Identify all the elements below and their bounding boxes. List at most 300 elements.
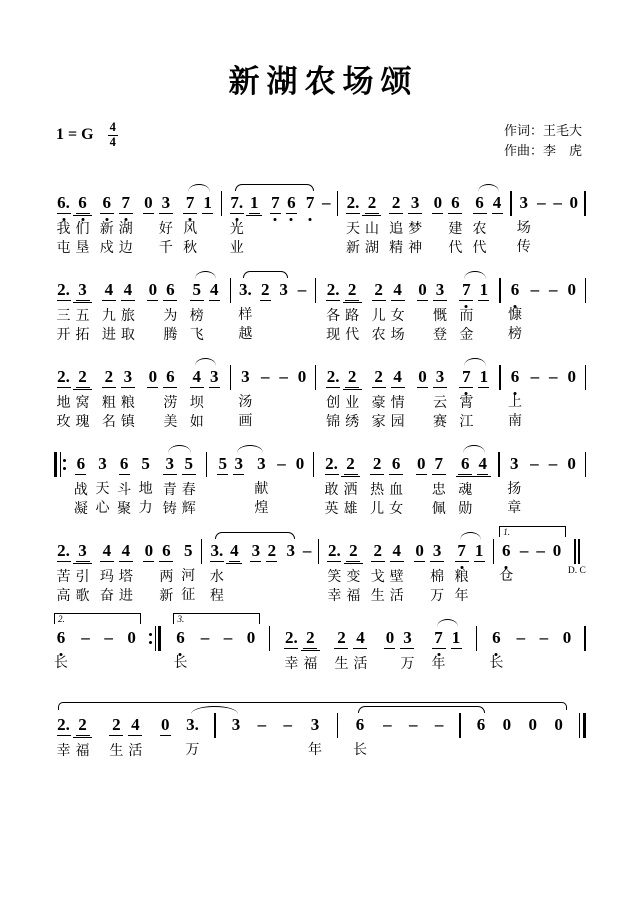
lyric-syllable: 福 bbox=[303, 657, 318, 672]
barline bbox=[315, 365, 316, 390]
lyric-syllable: 幸 bbox=[327, 589, 342, 604]
note bbox=[160, 454, 179, 519]
note-digit: 1 bbox=[479, 280, 489, 299]
lyric-syllable: 春 bbox=[181, 483, 196, 498]
lyric-syllable: 壁 bbox=[389, 570, 404, 585]
lyric-syllable: 为 bbox=[163, 309, 178, 324]
lyric-syllable: 山 bbox=[364, 222, 379, 237]
lyric-syllable: 创 bbox=[326, 396, 341, 411]
note bbox=[227, 193, 246, 258]
beamed-group bbox=[215, 454, 247, 519]
lyric-syllable: 粮 bbox=[120, 396, 135, 411]
lyric-syllable: 边 bbox=[118, 241, 133, 256]
lyric-syllable: 献 bbox=[254, 482, 269, 497]
note bbox=[260, 280, 271, 345]
lyric-syllable: 血 bbox=[389, 483, 404, 498]
note-digit: 3 bbox=[433, 280, 447, 301]
beamed-group bbox=[54, 541, 92, 606]
lyric-syllable: 窝 bbox=[75, 396, 90, 411]
note-digit: 3 bbox=[310, 715, 320, 734]
lyric-syllable: 万 bbox=[185, 743, 200, 758]
beamed-group bbox=[145, 280, 180, 345]
note-digit: 6 bbox=[287, 193, 296, 212]
beamed-group bbox=[325, 541, 363, 606]
note-digit: 3. bbox=[186, 715, 199, 734]
note bbox=[343, 280, 362, 345]
note-digit: 0 bbox=[297, 367, 307, 386]
note bbox=[414, 280, 430, 345]
lyric-syllable: 长 bbox=[54, 656, 68, 671]
note-digit: 2. bbox=[285, 628, 298, 647]
note bbox=[73, 193, 92, 258]
barline bbox=[214, 713, 215, 738]
lyric-syllable: 样 bbox=[238, 308, 253, 323]
lyric-syllable: 福 bbox=[75, 744, 90, 759]
beamed-group bbox=[141, 541, 176, 606]
note-digit: 5 bbox=[141, 454, 150, 473]
lyric-syllable: 活 bbox=[389, 589, 404, 604]
note-digit: 0 bbox=[148, 367, 158, 386]
note bbox=[308, 715, 322, 779]
lyric-syllable: 扬 bbox=[507, 482, 522, 497]
lyric-syllable: 家 bbox=[371, 415, 386, 430]
note-digit: 2 bbox=[372, 280, 386, 301]
note bbox=[73, 715, 92, 780]
note-digit: 0 bbox=[562, 628, 572, 647]
note-digit: 3 bbox=[433, 367, 447, 388]
lyric-syllable: 女 bbox=[390, 309, 405, 324]
beamed-group bbox=[160, 454, 198, 519]
lyric-syllable: 生 bbox=[370, 589, 385, 604]
barline bbox=[230, 365, 231, 390]
duration-dash: – bbox=[279, 367, 288, 386]
note-digit: 2 bbox=[76, 367, 90, 388]
note bbox=[118, 280, 137, 345]
note-digit: 7 bbox=[459, 280, 473, 301]
music-line bbox=[54, 699, 586, 780]
lyric-syllable: 湖 bbox=[364, 241, 379, 256]
note bbox=[156, 193, 175, 258]
music-line bbox=[54, 438, 586, 519]
volta-bracket: 3. bbox=[173, 613, 260, 624]
lyric-syllable: 画 bbox=[238, 414, 253, 429]
note bbox=[74, 454, 88, 519]
lyric-syllable: 而 bbox=[459, 309, 474, 324]
music-line bbox=[54, 177, 586, 258]
note-digit: 0 bbox=[385, 628, 395, 647]
note-digit: 6 bbox=[492, 628, 501, 647]
note-digit: 4 bbox=[128, 715, 142, 736]
note bbox=[499, 541, 513, 605]
lyric-syllable: 新 bbox=[99, 222, 114, 237]
note-digit: 3 bbox=[279, 280, 288, 299]
beamed-group bbox=[429, 628, 464, 693]
note-digit: 1 bbox=[203, 193, 212, 212]
note-digit: 7 bbox=[271, 193, 280, 212]
note-digit: 6 bbox=[163, 367, 177, 388]
note bbox=[116, 541, 135, 606]
lyric-syllable: 年 bbox=[431, 657, 446, 672]
beamed-group bbox=[54, 715, 92, 780]
note-digit: 6 bbox=[119, 454, 129, 473]
lyric-syllable: 现 bbox=[326, 328, 341, 343]
lyric-syllable: 两 bbox=[159, 570, 174, 585]
lyric-syllable: 新 bbox=[345, 241, 360, 256]
note-digit: 3 bbox=[257, 454, 266, 473]
lyric-syllable: 铸 bbox=[162, 502, 177, 517]
note bbox=[324, 367, 343, 432]
note bbox=[140, 193, 156, 258]
note-digit: 6 bbox=[510, 367, 520, 386]
note-digit: 3 bbox=[286, 541, 295, 560]
lyric-syllable: 拓 bbox=[75, 328, 90, 343]
lyric-syllable: 长 bbox=[489, 656, 504, 671]
note-digit: 1 bbox=[474, 541, 484, 560]
lyric-syllable: 戈 bbox=[370, 570, 385, 585]
duration-dash: – bbox=[530, 454, 539, 473]
lyric-syllable: 江 bbox=[459, 415, 474, 430]
note-digit: 2 bbox=[371, 541, 385, 562]
note-digit: 2 bbox=[109, 715, 123, 736]
note bbox=[161, 280, 180, 345]
note bbox=[341, 454, 360, 519]
lyric-syllable: 活 bbox=[128, 744, 143, 759]
credits bbox=[504, 121, 582, 161]
beamed-group bbox=[54, 367, 92, 432]
note bbox=[566, 454, 577, 518]
lyric-syllable: 歌 bbox=[75, 589, 90, 604]
lyric-syllable: 高 bbox=[56, 589, 71, 604]
note-digit: 2 bbox=[334, 628, 348, 649]
lyric-syllable: 上 bbox=[507, 395, 522, 410]
note bbox=[406, 193, 425, 258]
note-digit: 3 bbox=[209, 367, 219, 386]
note-digit: 7 bbox=[119, 193, 133, 214]
note bbox=[145, 367, 161, 432]
note-digit: 0 bbox=[502, 715, 512, 734]
lyric-syllable: 章 bbox=[507, 501, 522, 516]
note-digit: 2 bbox=[365, 193, 379, 214]
barline bbox=[499, 365, 500, 390]
note-digit: 7 bbox=[432, 454, 446, 475]
note-digit: 7. bbox=[230, 193, 244, 212]
note bbox=[246, 193, 262, 258]
duration-dash: – bbox=[553, 193, 562, 212]
note bbox=[264, 541, 280, 606]
note bbox=[527, 715, 538, 779]
lyric-syllable: 农 bbox=[371, 328, 386, 343]
lyric-syllable: 长 bbox=[353, 743, 368, 758]
lyric-syllable: 慷 bbox=[507, 308, 522, 323]
note bbox=[187, 367, 206, 432]
note bbox=[501, 715, 512, 779]
duration-dash: – bbox=[383, 715, 392, 734]
note bbox=[456, 454, 475, 519]
note bbox=[566, 367, 577, 431]
beamed-group bbox=[99, 280, 137, 345]
note-digit: 5 bbox=[190, 280, 204, 301]
note-digit: 2 bbox=[344, 454, 358, 475]
lyric-syllable: 园 bbox=[390, 415, 405, 430]
duration-dash: – bbox=[223, 628, 233, 647]
note-digit: 7 bbox=[459, 367, 473, 388]
lyric-syllable: 场 bbox=[390, 328, 405, 343]
note-digit: 6 bbox=[501, 541, 511, 560]
lyric-syllable: 坝 bbox=[189, 396, 204, 411]
lyric-syllable: 业 bbox=[345, 396, 360, 411]
lyric-syllable: 笑 bbox=[327, 570, 342, 585]
lyric-syllable: 青 bbox=[162, 483, 177, 498]
key-label: 1 = G bbox=[56, 126, 94, 144]
lyric-syllable: 年 bbox=[308, 743, 323, 758]
note bbox=[99, 280, 118, 345]
barline bbox=[206, 452, 207, 477]
note bbox=[181, 193, 200, 258]
lyric-syllable: 棉 bbox=[430, 570, 445, 585]
lyric-syllable: 垦 bbox=[75, 241, 90, 256]
note bbox=[388, 367, 407, 432]
barline bbox=[510, 191, 511, 216]
note bbox=[107, 715, 126, 780]
lyric-syllable: 苦 bbox=[56, 570, 71, 585]
note-digit: 3 bbox=[519, 193, 528, 212]
note bbox=[139, 454, 153, 518]
note-digit: 4 bbox=[230, 541, 239, 560]
barline bbox=[230, 278, 231, 303]
note-digit: 3 bbox=[400, 628, 414, 649]
note bbox=[95, 454, 109, 518]
lyric-syllable: 生 bbox=[109, 744, 124, 759]
note-digit: 0 bbox=[144, 193, 153, 212]
note-digit: 5 bbox=[182, 454, 196, 475]
double-barline bbox=[568, 539, 586, 577]
note bbox=[118, 367, 137, 432]
lyric-syllable: 慨 bbox=[432, 309, 447, 324]
note-digit: 6 bbox=[76, 193, 90, 214]
beamed-group bbox=[457, 367, 492, 432]
lyric-syllable: 榜 bbox=[507, 327, 522, 342]
duration-dash: – bbox=[519, 541, 529, 560]
beamed-group bbox=[99, 367, 137, 432]
meter-numerator: 4 bbox=[109, 120, 116, 134]
note bbox=[254, 454, 268, 518]
note bbox=[430, 280, 449, 345]
note-digit: 2. bbox=[57, 541, 70, 560]
note bbox=[324, 280, 343, 345]
beamed-group bbox=[181, 193, 216, 258]
note-digit: 0 bbox=[554, 715, 563, 734]
lyric-syllable: 代 bbox=[345, 328, 360, 343]
note-digit: 3 bbox=[163, 454, 177, 475]
beamed-group bbox=[457, 280, 492, 345]
lyric-syllable: 霄 bbox=[459, 396, 474, 411]
lyric-syllable: 农 bbox=[472, 222, 487, 237]
note-digit: 2 bbox=[389, 193, 403, 214]
barline bbox=[585, 452, 586, 477]
note bbox=[295, 454, 306, 518]
beamed-group bbox=[322, 454, 360, 519]
beamed-group bbox=[413, 454, 448, 519]
note-digit: 3. bbox=[238, 280, 252, 299]
lyric-syllable: 路 bbox=[345, 309, 360, 324]
lyric-syllable: 代 bbox=[448, 241, 463, 256]
note-digit: 2 bbox=[303, 628, 317, 649]
lyric-syllable: 战 bbox=[73, 483, 88, 498]
note bbox=[54, 541, 73, 606]
note-digit: 3 bbox=[251, 541, 261, 560]
note-digit: 0 bbox=[127, 628, 136, 647]
dc-mark: D. C bbox=[567, 566, 586, 576]
lyric-syllable: 辉 bbox=[181, 502, 196, 517]
note bbox=[126, 715, 145, 780]
note-digit: 3 bbox=[76, 541, 90, 562]
beamed-group bbox=[145, 367, 180, 432]
credit-composer: 作曲：李 虎 bbox=[503, 143, 582, 158]
duration-dash: – bbox=[81, 628, 90, 647]
lyric-syllable: 锦 bbox=[326, 415, 341, 430]
beamed-group bbox=[267, 193, 299, 258]
lyric-syllable: 情 bbox=[390, 396, 405, 411]
time-signature bbox=[108, 121, 118, 150]
note-digit: 2. bbox=[326, 280, 340, 299]
lyric-syllable: 水 bbox=[209, 570, 224, 585]
note-digit: 4 bbox=[102, 280, 116, 301]
lyric-syllable: 腾 bbox=[163, 328, 178, 343]
lyric-syllable: 屯 bbox=[56, 241, 71, 256]
note bbox=[413, 454, 429, 519]
volta-bracket: 2. bbox=[54, 613, 141, 624]
barline bbox=[459, 713, 460, 738]
note bbox=[551, 541, 562, 605]
note bbox=[117, 454, 131, 519]
beamed-group bbox=[368, 541, 406, 606]
note bbox=[344, 541, 363, 606]
lyric-syllable: 金 bbox=[459, 328, 474, 343]
note-digit: 2 bbox=[370, 454, 384, 475]
note bbox=[457, 280, 476, 345]
lyric-syllable: 越 bbox=[238, 327, 253, 342]
note-digit: 3 bbox=[98, 454, 107, 473]
score bbox=[54, 177, 586, 780]
note bbox=[161, 367, 180, 432]
lyric-syllable: 地 bbox=[138, 482, 153, 497]
note-digit: 0 bbox=[148, 280, 158, 299]
note-digit: 6 bbox=[476, 715, 486, 734]
note bbox=[248, 541, 264, 606]
duration-dash: – bbox=[104, 628, 113, 647]
note bbox=[430, 367, 449, 432]
note bbox=[343, 367, 362, 432]
note-digit: 6 bbox=[510, 280, 520, 299]
beamed-group bbox=[369, 367, 407, 432]
final-barline bbox=[579, 713, 586, 738]
note-digit: 0 bbox=[567, 280, 576, 299]
lyric-syllable: 生 bbox=[334, 657, 349, 672]
note bbox=[398, 628, 417, 693]
lyric-syllable: 魂 bbox=[458, 483, 473, 498]
note bbox=[343, 193, 362, 258]
note bbox=[568, 193, 579, 257]
lyric-syllable: 三 bbox=[56, 309, 71, 324]
lyric-syllable: 精 bbox=[389, 241, 404, 256]
note bbox=[332, 628, 351, 693]
note bbox=[369, 367, 388, 432]
lyric-syllable: 秋 bbox=[183, 241, 198, 256]
music-line bbox=[54, 525, 586, 606]
repeat-end-barline bbox=[149, 626, 161, 651]
volta-bracket: 1. bbox=[499, 526, 566, 537]
note-digit: 2 bbox=[102, 367, 116, 388]
note-digit: 3 bbox=[121, 367, 135, 388]
note bbox=[351, 628, 370, 693]
beamed-group bbox=[187, 367, 222, 432]
note-digit: 4 bbox=[478, 454, 488, 473]
note bbox=[215, 454, 231, 519]
lyric-syllable: 梦 bbox=[408, 222, 423, 237]
note-digit: 3 bbox=[159, 193, 173, 214]
note bbox=[285, 541, 296, 605]
note bbox=[99, 367, 118, 432]
note-digit: 6 bbox=[355, 715, 365, 734]
note bbox=[507, 454, 521, 518]
lyric-syllable: 天 bbox=[345, 222, 360, 237]
note bbox=[471, 541, 487, 606]
beamed-group bbox=[187, 280, 222, 345]
note-digit: 4 bbox=[492, 193, 502, 212]
beamed-group bbox=[324, 367, 362, 432]
lyric-syllable: 湖 bbox=[118, 222, 133, 237]
music-line bbox=[54, 351, 586, 432]
note bbox=[322, 454, 341, 519]
barline bbox=[584, 191, 585, 216]
note bbox=[181, 541, 195, 605]
note-digit: 0 bbox=[160, 715, 170, 734]
duration-dash: – bbox=[537, 193, 546, 212]
note-digit: 1 bbox=[479, 367, 489, 386]
note-digit: 2 bbox=[346, 541, 360, 562]
note bbox=[428, 541, 447, 606]
duration-dash: – bbox=[516, 628, 526, 647]
note bbox=[470, 193, 489, 258]
lyric-syllable: 煌 bbox=[254, 501, 269, 516]
note bbox=[54, 715, 73, 780]
barline bbox=[318, 539, 319, 564]
note-digit: 0 bbox=[416, 454, 426, 473]
lyric-syllable: 光 bbox=[229, 222, 244, 237]
music-line bbox=[54, 612, 586, 693]
beamed-group bbox=[282, 628, 320, 693]
lyric-syllable: 登 bbox=[432, 328, 447, 343]
note-digit: 2 bbox=[345, 367, 359, 388]
beamed-group bbox=[430, 193, 465, 258]
lyric-syllable: 传 bbox=[516, 240, 531, 255]
duration-dash: – bbox=[539, 628, 549, 647]
note-digit: 6 bbox=[100, 193, 114, 214]
lyric-syllable: 年 bbox=[454, 589, 469, 604]
lyric-syllable: 镇 bbox=[120, 415, 135, 430]
lyric-syllable: 美 bbox=[163, 415, 178, 430]
lyric-syllable: 河 bbox=[181, 569, 196, 584]
barline bbox=[315, 278, 316, 303]
beamed-group bbox=[324, 280, 362, 345]
lyric-syllable: 地 bbox=[56, 396, 71, 411]
note bbox=[430, 193, 446, 258]
note-digit: 0 bbox=[415, 541, 424, 560]
barline bbox=[585, 365, 586, 390]
note bbox=[187, 280, 206, 345]
lyric-syllable: 九 bbox=[101, 309, 116, 324]
beamed-group bbox=[54, 193, 92, 258]
